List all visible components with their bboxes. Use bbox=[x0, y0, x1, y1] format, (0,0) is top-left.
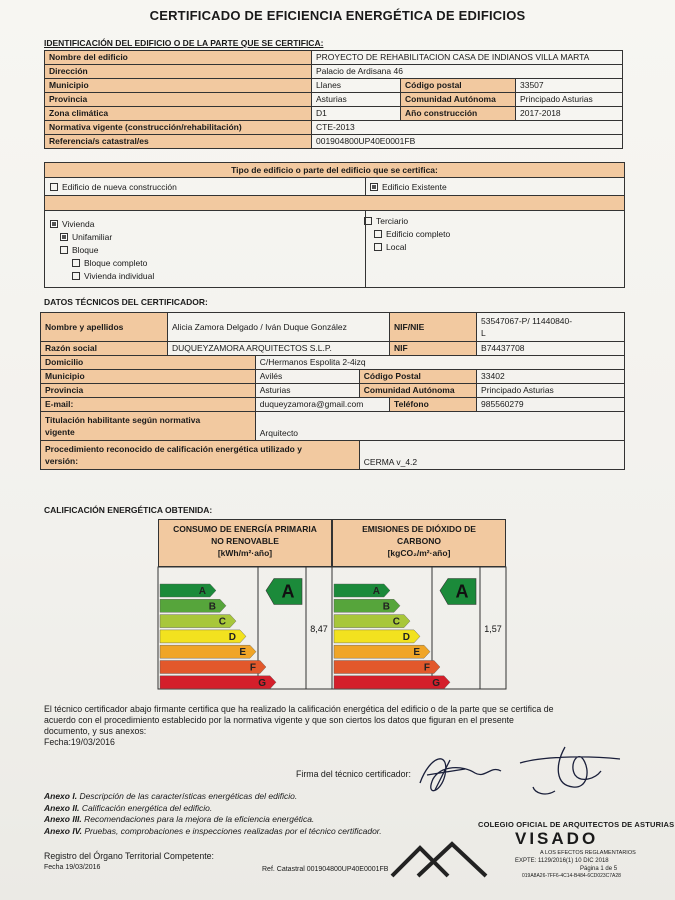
single-family-option[interactable]: Unifamiliar bbox=[60, 232, 112, 242]
certifier-name: Alicia Zamora Delgado / Iván Duque González bbox=[168, 313, 390, 342]
page-number: Página 1 de 5 bbox=[580, 866, 618, 872]
municipality-label: Municipio bbox=[45, 79, 312, 93]
complete-building-option[interactable]: Edificio completo bbox=[374, 229, 450, 239]
co2-header: EMISIONES DE DIÓXIDO DE CARBONO [kgCO₂/m²·año] bbox=[332, 519, 506, 567]
stamp-subtitle: A LOS EFECTOS REGLAMENTARIOS bbox=[540, 850, 636, 856]
rating-heading: CALIFICACIÓN ENERGÉTICA OBTENIDA: bbox=[44, 505, 213, 515]
visado-logo bbox=[390, 836, 500, 880]
co2-letter-C: C bbox=[392, 616, 400, 628]
company-label: Razón social bbox=[41, 342, 168, 356]
regulation-label: Normativa vigente (construcción/rehabilitación) bbox=[45, 121, 312, 135]
individual-dwelling-option[interactable]: Vivienda individual bbox=[72, 271, 154, 281]
housing-option[interactable]: Vivienda bbox=[50, 219, 94, 229]
tertiary-option[interactable]: Terciario bbox=[364, 216, 408, 226]
statement: El técnico certificador abajo firmante certifica que ha realizado la calificación energética del edificio o de la parte que se certifica de acuerdo con el procedimiento establecido por la normativa vigente y que son ciertos los datos que figuran en el presente documento, y sus anexos: Fecha:19/03/2016 bbox=[44, 704, 634, 748]
stamp-code: 019A8A26-7FF6-4C14-B484-6CD023C7A28 bbox=[522, 873, 621, 879]
annex-item: Anexo III. Recomendaciones para la mejora de la eficiencia energética. bbox=[44, 814, 315, 824]
certifier-municipality: Avilés bbox=[255, 370, 359, 384]
domicile-label: Domicilio bbox=[41, 356, 256, 370]
building-name-label: Nombre del edificio bbox=[45, 51, 312, 65]
energy-header: CONSUMO DE ENERGÍA PRIMARIA NO RENOVABLE [kWh/m²·año] bbox=[158, 519, 332, 567]
footer-date: Fecha 19/03/2016 bbox=[44, 864, 101, 871]
energy-letter-B: B bbox=[208, 601, 216, 613]
company-name: DUQUEYZAMORA ARQUITECTOS S.L.P. bbox=[168, 342, 390, 356]
annex-item: Anexo I. Descripción de las características energéticas del edificio. bbox=[44, 791, 298, 801]
company-nif: B74437708 bbox=[477, 342, 625, 356]
energy-value: 8,47 bbox=[310, 624, 328, 634]
certifier-postal-label: Código Postal bbox=[359, 370, 476, 384]
municipality: Llanes bbox=[312, 79, 401, 93]
energy-bar-B bbox=[160, 599, 226, 612]
energy-bar-A bbox=[160, 584, 216, 597]
certifier-province: Asturias bbox=[255, 384, 359, 398]
new-construction-option[interactable]: Edificio de nueva construcción bbox=[50, 182, 177, 192]
building-name: PROYECTO DE REHABILITACION CASA DE INDIANOS VILLA MARTA bbox=[312, 51, 623, 65]
qualification-label: Titulación habilitante según normativa vigente bbox=[41, 412, 256, 441]
co2-letter-G: G bbox=[432, 677, 440, 689]
procedure: CERMA v_4.2 bbox=[359, 441, 624, 470]
email-label: E-mail: bbox=[41, 398, 256, 412]
signatures bbox=[405, 735, 635, 805]
name-label: Nombre y apellidos bbox=[41, 313, 168, 342]
co2-bar-B bbox=[334, 599, 400, 612]
postal-code-label: Código postal bbox=[401, 79, 516, 93]
existing-building-option[interactable]: Edificio Existente bbox=[370, 182, 447, 192]
annex-item: Anexo II. Calificación energética del edificio. bbox=[44, 802, 213, 813]
co2-letter-D: D bbox=[402, 631, 410, 643]
document-title: CERTIFICADO DE EFICIENCIA ENERGÉTICA DE EDIFICIOS bbox=[149, 8, 526, 23]
co2-class-letter: A bbox=[455, 581, 469, 602]
regulation: CTE-2013 bbox=[312, 121, 623, 135]
nif-nie: 53547067-P/ 11440840- L bbox=[477, 313, 625, 342]
co2-letter-B: B bbox=[382, 601, 390, 613]
certifier-phone: 985560279 bbox=[477, 398, 625, 412]
address: Palacio de Ardisana 46 bbox=[312, 65, 623, 79]
building-type-heading: Tipo de edificio o parte del edificio que se certifica: bbox=[45, 163, 624, 178]
nif-nie-label: NIF/NIE bbox=[390, 313, 477, 342]
phone-label: Teléfono bbox=[390, 398, 477, 412]
energy-letter-G: G bbox=[258, 677, 266, 689]
certifier-heading: DATOS TÉCNICOS DEL CERTIFICADOR: bbox=[44, 297, 208, 307]
postal-code: 33507 bbox=[516, 79, 623, 93]
energy-letter-E: E bbox=[239, 647, 246, 659]
province: Asturias bbox=[312, 93, 401, 107]
address-label: Dirección bbox=[45, 65, 312, 79]
complete-block-option[interactable]: Bloque completo bbox=[72, 258, 147, 268]
annex-item: Anexo IV. Pruebas, comprobaciones e inspecciones realizadas por el técnico certificador. bbox=[44, 825, 382, 836]
procedure-label: Procedimiento reconocido de calificación energética utilizado y versión: bbox=[41, 441, 360, 470]
climate-zone: D1 bbox=[312, 107, 401, 121]
certifier-province-label: Provincia bbox=[41, 384, 256, 398]
co2-letter-A: A bbox=[372, 586, 380, 597]
construction-year: 2017-2018 bbox=[516, 107, 623, 121]
domicile: C/Hermanos Espolita 2-4izq bbox=[255, 356, 624, 370]
region-label: Comunidad Autónoma bbox=[401, 93, 516, 107]
co2-bar-A bbox=[334, 584, 390, 597]
stamp-organization: COLEGIO OFICIAL DE ARQUITECTOS DE ASTURIAS bbox=[478, 820, 675, 829]
block-option[interactable]: Bloque bbox=[60, 245, 98, 255]
energy-letter-F: F bbox=[249, 662, 256, 674]
annex-list bbox=[44, 791, 382, 837]
cadastral-reference: 001904800UP40E0001FB bbox=[312, 135, 623, 149]
signature-label: Firma del técnico certificador: bbox=[296, 769, 411, 779]
cadastral-label: Referencia/s catastral/es bbox=[45, 135, 312, 149]
certifier-region-label: Comunidad Autónoma bbox=[359, 384, 476, 398]
region: Principado Asturias bbox=[516, 93, 623, 107]
certifier-municipality-label: Municipio bbox=[41, 370, 256, 384]
climate-zone-label: Zona climática bbox=[45, 107, 312, 121]
footer-cadastral-ref: Ref. Catastral 001904800UP40E0001FB bbox=[262, 866, 389, 873]
certifier-email: duqueyzamora@gmail.com bbox=[255, 398, 389, 412]
certifier-postal: 33402 bbox=[477, 370, 625, 384]
co2-value: 1,57 bbox=[484, 624, 502, 634]
energy-letter-C: C bbox=[218, 616, 226, 628]
stamp-title: VISADO bbox=[515, 829, 599, 848]
signature-2 bbox=[520, 747, 620, 794]
certifier-region: Principado Asturias bbox=[477, 384, 625, 398]
logo-mark bbox=[392, 844, 486, 876]
year-label: Año construcción bbox=[401, 107, 516, 121]
nif-label: NIF bbox=[390, 342, 477, 356]
statement-date: Fecha:19/03/2016 bbox=[44, 737, 115, 747]
energy-class-letter: A bbox=[281, 581, 295, 602]
stamp-expte: EXPTE: 1129/2016(1) 10 DIC 2018 bbox=[515, 858, 609, 864]
province-label: Provincia bbox=[45, 93, 312, 107]
identification-heading: IDENTIFICACIÓN DEL EDIFICIO O DE LA PARTE QUE SE CERTIFICA: bbox=[44, 38, 324, 48]
qualification: Arquitecto bbox=[255, 412, 624, 441]
co2-letter-E: E bbox=[413, 647, 420, 659]
energy-letter-A: A bbox=[198, 586, 206, 597]
energy-letter-D: D bbox=[228, 631, 236, 643]
signature-1 bbox=[420, 759, 501, 791]
co2-letter-F: F bbox=[423, 662, 430, 674]
local-option[interactable]: Local bbox=[374, 242, 406, 252]
registry-label: Registro del Órgano Territorial Competente: bbox=[44, 851, 214, 861]
